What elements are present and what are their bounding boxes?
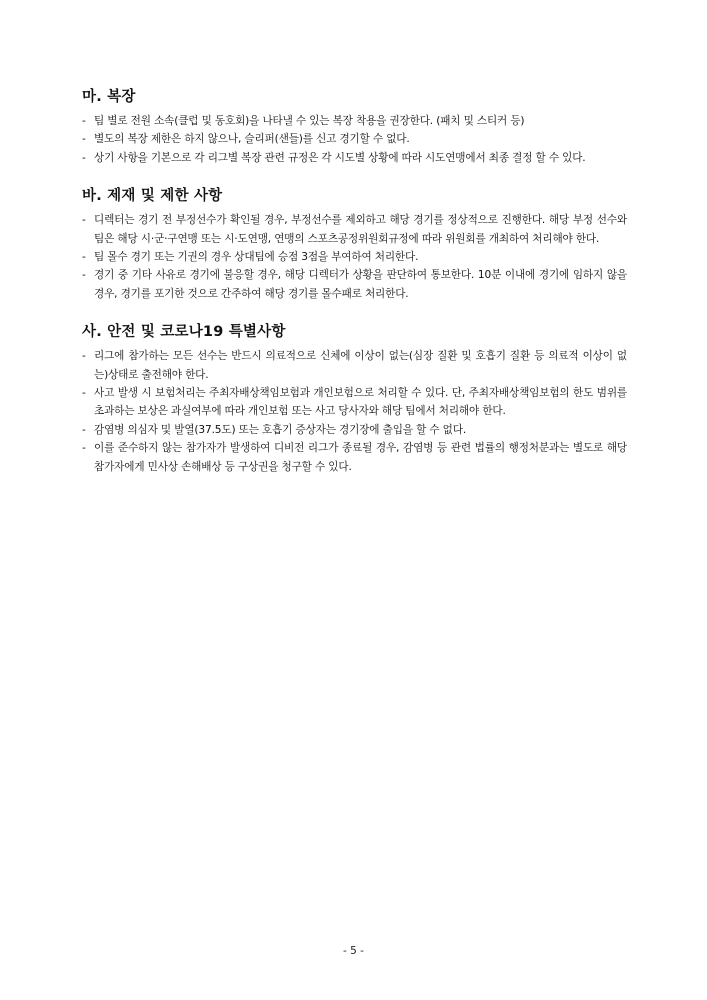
item-list	[82, 347, 627, 476]
bullet-dash: -	[82, 133, 86, 146]
section-safety-covid19	[82, 321, 627, 476]
list-item	[82, 266, 627, 303]
item-list	[82, 112, 627, 167]
page-number: - 5 -	[343, 945, 364, 957]
section-title: 사. 안전 및 코로나19 특별사항	[82, 324, 286, 341]
item-text: 이를 준수하지 않는 참가자가 발생하여 디비전 리그가 종료될 경우, 감염병 등 관련 법률의 행정처분과는 별도로 해당 참가자에게 민사상 손해배상 등 구상권을 청구할 수 있다.	[94, 442, 627, 473]
item-text: 감염병 의심자 및 발열(37.5도) 또는 호흡기 증상자는 경기장에 출입을 할 수 없다.	[94, 423, 467, 436]
list-item	[82, 384, 627, 421]
bullet-dash: -	[82, 115, 86, 127]
list-item	[82, 211, 627, 248]
item-text: 별도의 복장 제한은 하지 않으나, 슬리퍼(샌들)를 신고 경기할 수 없다.	[94, 133, 410, 146]
item-text: 경기 중 기타 사유로 경기에 불응할 경우, 해당 디렉터가 상황을 판단하여 통보한다. 10분 이내에 경기에 임하지 않을 경우, 경기를 포기한 것으로 간주하여 해당 경기를 몰수패로 처리한다.	[94, 269, 627, 300]
bullet-dash: -	[82, 151, 86, 164]
item-text: 사고 발생 시 보험처리는 주최자배상책임보험과 개인보험으로 처리할 수 있다. 단, 주최자배상책임보험의 한도 범위를 초과하는 보상은 과실여부에 따라 개인보험 또는 사고 당사자와 해당 팀에서 처리해야 한다.	[94, 387, 627, 418]
section-title: 마. 복장	[82, 89, 136, 105]
item-text: 팀 별로 전원 소속(클럽 및 동호회)을 나타낼 수 있는 복장 착용을 권장한다. (패치 및 스티커 등)	[94, 115, 525, 127]
item-text: 팀 몰수 경기 또는 기권의 경우 상대팀에 승점 3점을 부여하여 처리한다.	[94, 251, 419, 264]
bullet-dash: -	[82, 423, 86, 436]
bullet-dash: -	[82, 251, 86, 264]
list-item	[82, 421, 627, 439]
list-item	[82, 439, 627, 476]
item-text: 상기 사항을 기본으로 각 리그별 복장 관련 규정은 각 시도별 상황에 따라 시도연맹에서 최종 결정 할 수 있다.	[94, 151, 586, 164]
item-text: 디렉터는 경기 전 부정선수가 확인될 경우, 부정선수를 제외하고 해당 경기를 정상적으로 진행한다. 해당 부정 선수와 팀은 해당 시·군·구연맹 또는 시·도연맹, 연맹의 스포츠공정위원회규정에 따라 위원회를 개최하여 처리해야 한다.	[94, 214, 627, 245]
document-body	[82, 86, 627, 494]
bullet-dash: -	[82, 442, 86, 455]
list-item	[82, 149, 627, 167]
bullet-dash: -	[82, 350, 86, 363]
section-sanctions	[82, 185, 627, 303]
list-item	[82, 130, 627, 148]
bullet-dash: -	[82, 269, 86, 282]
item-text: 리그에 참가하는 모든 선수는 반드시 의료적으로 신체에 이상이 없는(심장 질환 및 호흡기 질환 등 의료적 이상이 없는)상태로 출전해야 한다.	[94, 350, 627, 381]
list-item	[82, 112, 627, 130]
section-title: 바. 제재 및 제한 사항	[82, 188, 223, 205]
bullet-dash: -	[82, 387, 86, 400]
list-item	[82, 347, 627, 384]
section-attire	[82, 86, 627, 167]
item-list	[82, 211, 627, 303]
bullet-dash: -	[82, 214, 86, 227]
list-item	[82, 248, 627, 266]
